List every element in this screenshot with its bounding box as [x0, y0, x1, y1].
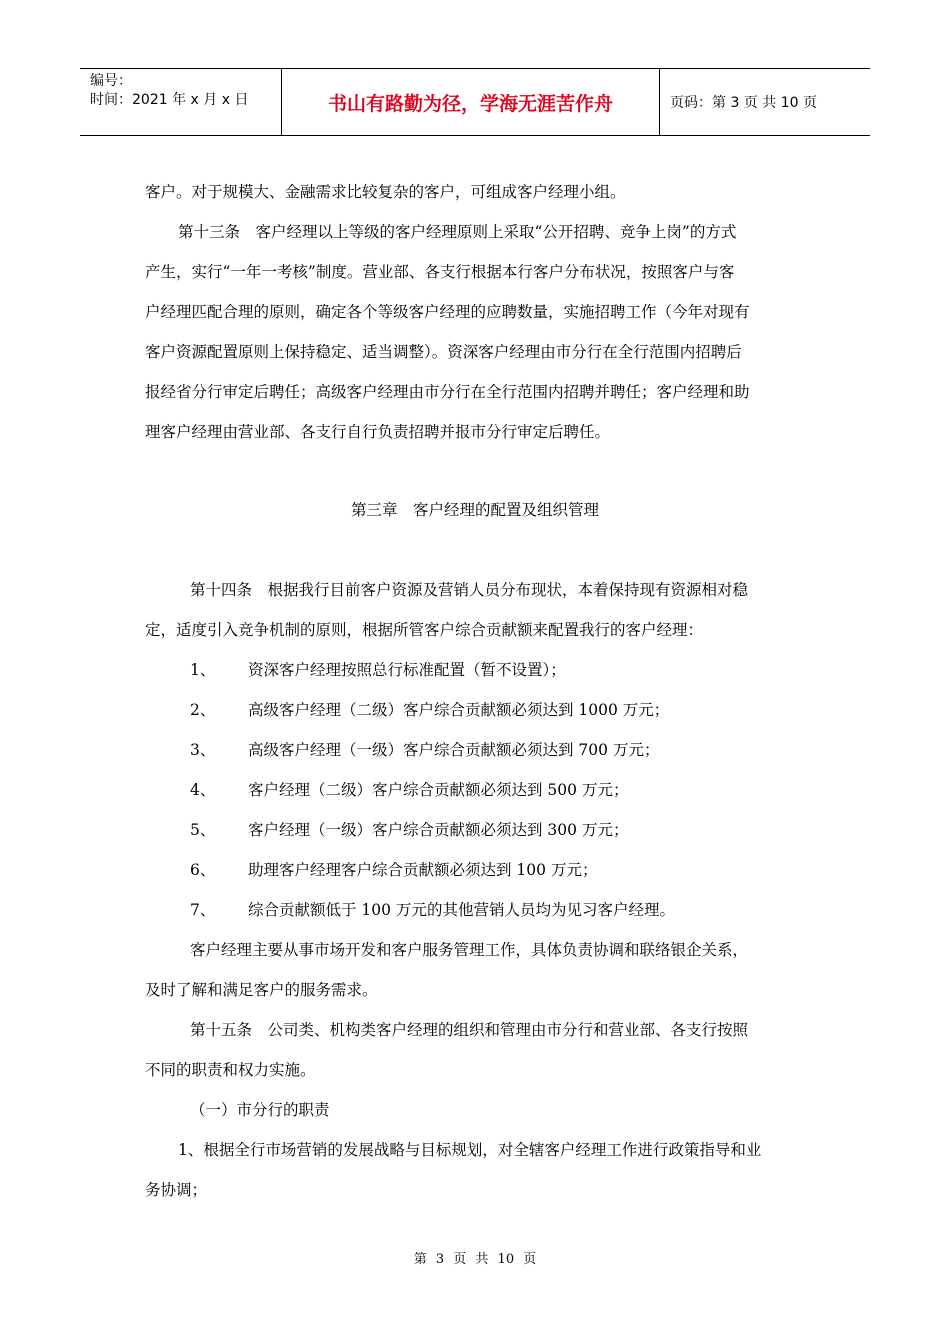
header-slogan: 书山有路勤为径，学海无涯苦作舟 [282, 69, 660, 135]
paragraph-line: 报经省分行审定后聘任；高级客户经理由市分行在全行范围内招聘并聘任；客户经理和助 [145, 383, 750, 401]
paragraph-line: 务协调； [145, 1181, 208, 1199]
paragraph-line: 第十五条 公司类、机构类客户经理的组织和管理由市分行和营业部、各支行按照 [190, 1021, 749, 1039]
paragraph-line: 第十四条 根据我行目前客户资源及营销人员分布现状，本着保持现有资源相对稳 [190, 581, 749, 599]
paragraph-line: 理客户经理由营业部、各支行自行负责招聘并报市分行审定后聘任。 [145, 423, 611, 441]
paragraph-line: 定，适度引入竞争机制的原则，根据所管客户综合贡献额来配置我行的客户经理： [145, 621, 704, 639]
list-item: 资深客户经理按照总行标准配置（暂不设置）； [248, 661, 566, 679]
paragraph-line: 客户资源配置原则上保持稳定、适当调整）。资深客户经理由市分行在全行范围内招聘后 [145, 343, 742, 361]
list-item-number: 5、 [190, 821, 216, 839]
paragraph-line: 第十三条 客户经理以上等级的客户经理原则上采取“公开招聘、竞争上岗”的方式 [178, 223, 737, 241]
list-item-number: 3、 [190, 741, 216, 759]
paragraph-line: 产生，实行“一年一考核”制度。营业部、各支行根据本行客户分布状况，按照客户与客 [145, 263, 735, 281]
paragraph-line: 客户。对于规模大、金融需求比较复杂的客户，可组成客户经理小组。 [145, 183, 626, 201]
list-item: 助理客户经理客户综合贡献额必须达到 100 万元； [248, 861, 598, 879]
paragraph-line: 1、根据全行市场营销的发展战略与目标规划，对全辖客户经理工作进行政策指导和业 [178, 1141, 762, 1159]
header-number-label: 编号： [90, 73, 132, 89]
list-item-number: 6、 [190, 861, 216, 879]
paragraph-line: 及时了解和满足客户的服务需求。 [145, 981, 378, 999]
page-header [80, 68, 870, 136]
list-item-number: 4、 [190, 781, 216, 799]
list-item-number: 1、 [190, 661, 216, 679]
paragraph-line: 客户经理主要从事市场开发和客户服务管理工作，具体负责协调和联络银企关系， [190, 941, 749, 959]
list-item: 高级客户经理（一级）客户综合贡献额必须达到 700 万元； [248, 741, 660, 759]
list-item: 高级客户经理（二级）客户综合贡献额必须达到 1000 万元； [248, 701, 670, 719]
list-item: 客户经理（二级）客户综合贡献额必须达到 500 万元； [248, 781, 629, 799]
list-item: 客户经理（一级）客户综合贡献额必须达到 300 万元； [248, 821, 629, 839]
paragraph-line: 户经理匹配合理的原则，确定各个等级客户经理的应聘数量，实施招聘工作（今年对现有 [145, 303, 750, 321]
list-item-number: 7、 [190, 901, 216, 919]
paragraph-line: 不同的职责和权力实施。 [145, 1061, 316, 1079]
page-footer: 第 3 页 共 10 页 [413, 1252, 537, 1267]
section-heading: （一）市分行的职责 [190, 1101, 330, 1119]
header-time-label: 时间：2021 年 x 月 x 日 [90, 92, 249, 108]
chapter-title: 第三章 客户经理的配置及组织管理 [350, 501, 599, 519]
header-page-info: 页码：第 3 页 共 10 页 [670, 95, 817, 111]
list-item-number: 2、 [190, 701, 216, 719]
header-meta [80, 69, 282, 135]
list-item: 综合贡献额低于 100 万元的其他营销人员均为见习客户经理。 [248, 901, 675, 919]
